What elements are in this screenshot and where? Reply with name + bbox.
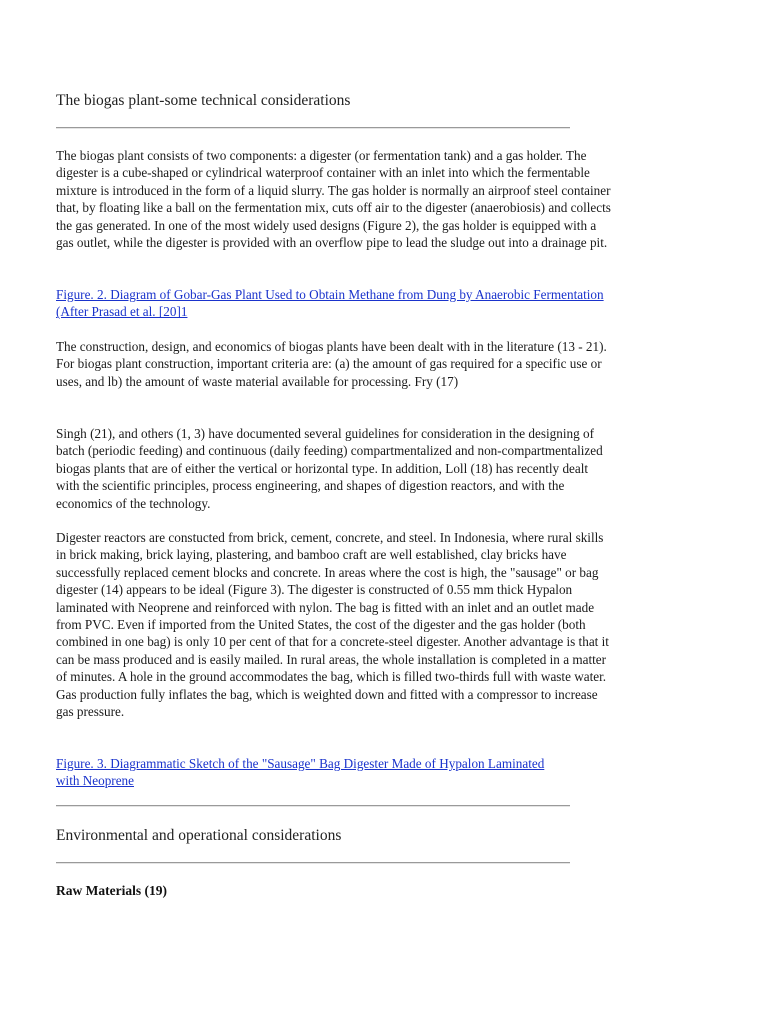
figure-3-link[interactable]: Figure. 3. Diagrammatic Sketch of the "Sausage" Bag Digester Made of Hypalon Laminated with Neoprene <box>56 756 545 789</box>
divider <box>56 805 570 807</box>
figure-2-link[interactable]: Figure. 2. Diagram of Gobar-Gas Plant Used to Obtain Methane from Dung by Anaerobic Fermentation (After Prasad et al. [20]1 <box>56 287 604 320</box>
paragraph-construction-design: The construction, design, and economics of biogas plants have been dealt with in the literature (13 - 21). For biogas plant construction, important criteria are: (a) the amount of gas required for a specific use or uses, and lb) the amount of waste material available for processing. Fry (17) <box>56 339 607 389</box>
subheading-raw-materials: Raw Materials (19) <box>56 883 167 898</box>
paragraph-guidelines: Singh (21), and others (1, 3) have documented several guidelines for consideration in the designing of batch (periodic feeding) and continuous (daily feeding) compartmentalized and non-compartmentalized biogas plants that are of either the vertical or horizontal type. In addition, Loll (18) has recently dealt with the scientific principles, process engineering, and shapes of digestion reactors, and with the economics of the technology. <box>56 426 603 511</box>
section-heading-biogas-plant: The biogas plant-some technical considerations <box>56 92 351 109</box>
divider <box>56 127 570 129</box>
paragraph-biogas-components: The biogas plant consists of two components: a digester (or fermentation tank) and a gas holder. The digester is a cube-shaped or cylindrical waterproof container with an inlet into which the fermentable mixture is introduced in the form of a liquid slurry. The gas holder is normally an airproof steel container that, by floating like a ball on the fermentation mix, cuts off air to the digester (anaerobiosis) and collects the gas generated. In one of the most widely used designs (Figure 2), the gas holder is equipped with a gas outlet, while the digester is provided with an overflow pipe to lead the sludge out into a drainage pit. <box>56 148 611 251</box>
divider <box>56 862 570 864</box>
section-heading-environmental: Environmental and operational considerations <box>56 827 342 844</box>
paragraph-digester-reactors: Digester reactors are constucted from brick, cement, concrete, and steel. In Indonesia, where rural skills in brick making, brick laying, plastering, and bamboo craft are well established, clay bricks have successfully replaced cement blocks and concrete. In areas where the cost is high, the "sausage" or bag digester (14) appears to be ideal (Figure 3). The digester is constructed of 0.55 mm thick Hypalon laminated with Neoprene and reinforced with nylon. The bag is fitted with an inlet and an outlet made from PVC. Even if imported from the United States, the cost of the digester and the gas holder (both combined in one bag) is only 10 per cent of that for a concrete-steel digester. Another advantage is that it can be mass produced and is easily mailed. In rural areas, the whole installation is completed in a matter of minutes. A hole in the ground accommodates the bag, which is filled two-thirds full with waste water. Gas production fully inflates the bag, which is weighted down and fitted with a compressor to increase gas pressure. <box>56 530 609 720</box>
